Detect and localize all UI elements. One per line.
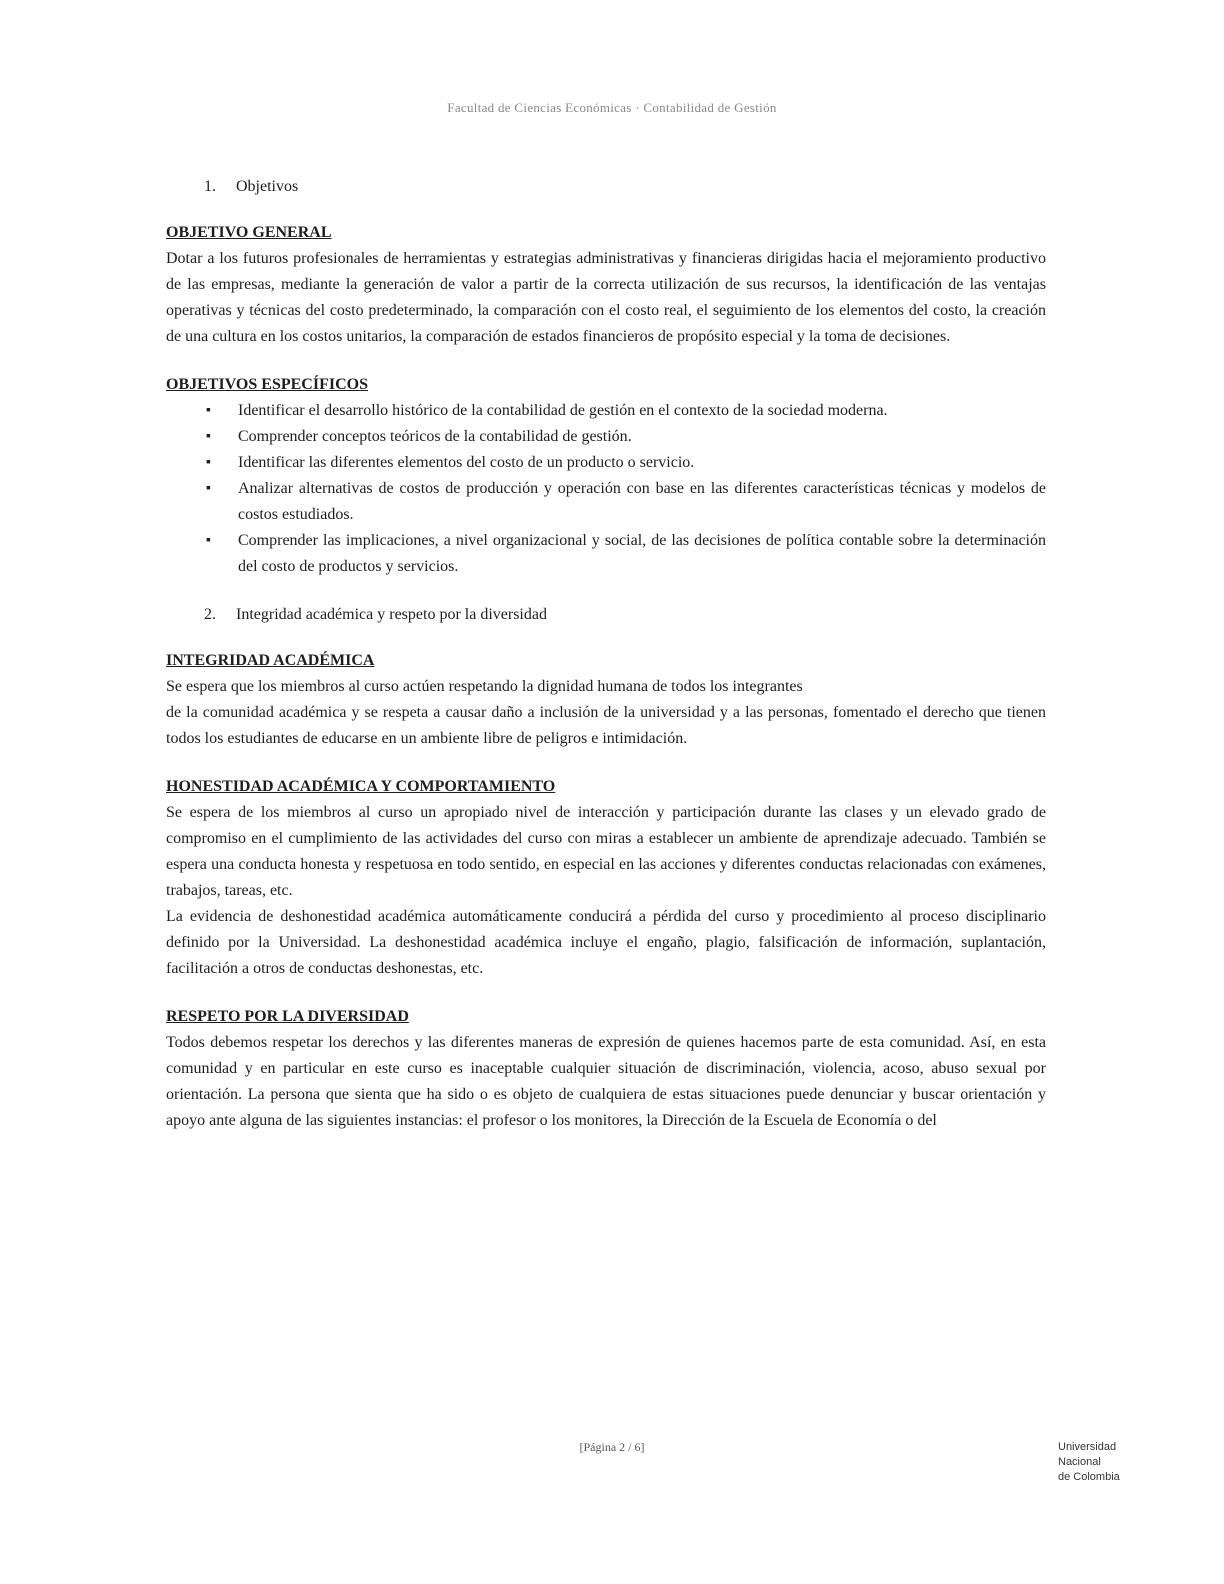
page-number: [Página 2 / 6] xyxy=(579,1440,645,1454)
honestidad-block xyxy=(166,774,1046,982)
seal-line: de Colombia xyxy=(1058,1471,1120,1483)
section-heading-objetivos xyxy=(204,174,1046,200)
section-title: Integridad académica y respeto por la diversidad xyxy=(236,606,547,623)
section-heading-integridad xyxy=(204,602,1046,628)
university-seal xyxy=(1058,1440,1168,1485)
document-body xyxy=(166,174,1046,1156)
objetivos-especificos-block xyxy=(166,372,1046,580)
diversidad-heading: RESPETO POR LA DIVERSIDAD xyxy=(166,1008,409,1025)
list-item: ▪ Identificar el desarrollo histórico de la contabilidad de gestión en el contexto de la sociedad moderna. xyxy=(238,398,1046,424)
section-number: 2. xyxy=(204,606,216,623)
list-item: ▪ Comprender conceptos teóricos de la contabilidad de gestión. xyxy=(238,424,1046,450)
objetivo-general-text: Dotar a los futuros profesionales de herramientas y estrategias administrativas y financieras dirigidas hacia el mejoramiento productivo de las empresas, mediante la generación de valor a partir de la correcta utilización de sus recursos, la identificación de las ventajas operativas y técnicas del costo predeterminado, la comparación con el costo real, el seguimiento de los elementos del costo, la creación de una cultura en los costos unitarios, la comparación de estados financieros de propósito especial y la toma de decisiones. xyxy=(166,250,1046,345)
list-item: ▪ Analizar alternativas de costos de producción y operación con base en las diferentes características técnicas y modelos de costos estudiados. xyxy=(238,476,1046,528)
diversidad-block xyxy=(166,1004,1046,1134)
section-number: 1. xyxy=(204,178,216,195)
honestidad-heading: HONESTIDAD ACADÉMICA Y COMPORTAMIENTO xyxy=(166,778,556,795)
seal-line: Nacional xyxy=(1058,1456,1101,1468)
paragraph: La evidencia de deshonestidad académica automáticamente conducirá a pérdida del curso y procedimiento al proceso disciplinario definido por la Universidad. La deshonestidad académica incluye el engaño, plagio, falsificación de información, suplantación, facilitación a otros de conductas deshonestas, etc. xyxy=(166,908,1046,977)
paragraph: Se espera que los miembros al curso actúen respetando la dignidad humana de todos los integrantes xyxy=(166,678,803,695)
objetivo-general-block xyxy=(166,220,1046,350)
integridad-academica-block xyxy=(166,648,1046,752)
paragraph: Todos debemos respetar los derechos y las diferentes maneras de expresión de quienes hacemos parte de esta comunidad. Así, en esta comunidad y en particular en este curso es inaceptable cualquier situación de discriminación, violencia, acoso, abuso sexual por orientación. La persona que sienta que ha sido o es objeto de cualquiera de estas situaciones puede denunciar y buscar orientación y apoyo ante alguna de las siguientes instancias: el profesor o los monitores, la Dirección de la Escuela de Economía o del xyxy=(166,1034,1046,1129)
list-item: ▪ Identificar las diferentes elementos del costo de un producto o servicio. xyxy=(238,450,1046,476)
section-title: Objetivos xyxy=(236,178,299,195)
list-item: ▪ Comprender las implicaciones, a nivel organizacional y social, de las decisiones de política contable sobre la determinación del costo de productos y servicios. xyxy=(238,528,1046,580)
objetivos-especificos-heading: OBJETIVOS ESPECÍFICOS xyxy=(166,376,368,393)
seal-line: Universidad xyxy=(1058,1441,1117,1453)
running-header: Facultad de Ciencias Económicas · Contabilidad de Gestión xyxy=(447,100,777,115)
objetivo-general-heading: OBJETIVO GENERAL xyxy=(166,224,332,241)
paragraph: de la comunidad académica y se respeta a causar daño a inclusión de la universidad y a las personas, fomentado el derecho que tienen todos los estudiantes de educarse en un ambiente libre de peligros e intimidación. xyxy=(166,704,1046,747)
integridad-academica-heading: INTEGRIDAD ACADÉMICA xyxy=(166,652,375,669)
paragraph: Se espera de los miembros al curso un apropiado nivel de interacción y participación durante las clases y un elevado grado de compromiso en el cumplimiento de las actividades del curso con miras a establecer un ambiente de aprendizaje adecuado. También se espera una conducta honesta y respetuosa en todo sentido, en especial en las acciones y diferentes conductas relacionadas con exámenes, trabajos, tareas, etc. xyxy=(166,804,1046,899)
objetivos-especificos-list xyxy=(166,398,1046,580)
